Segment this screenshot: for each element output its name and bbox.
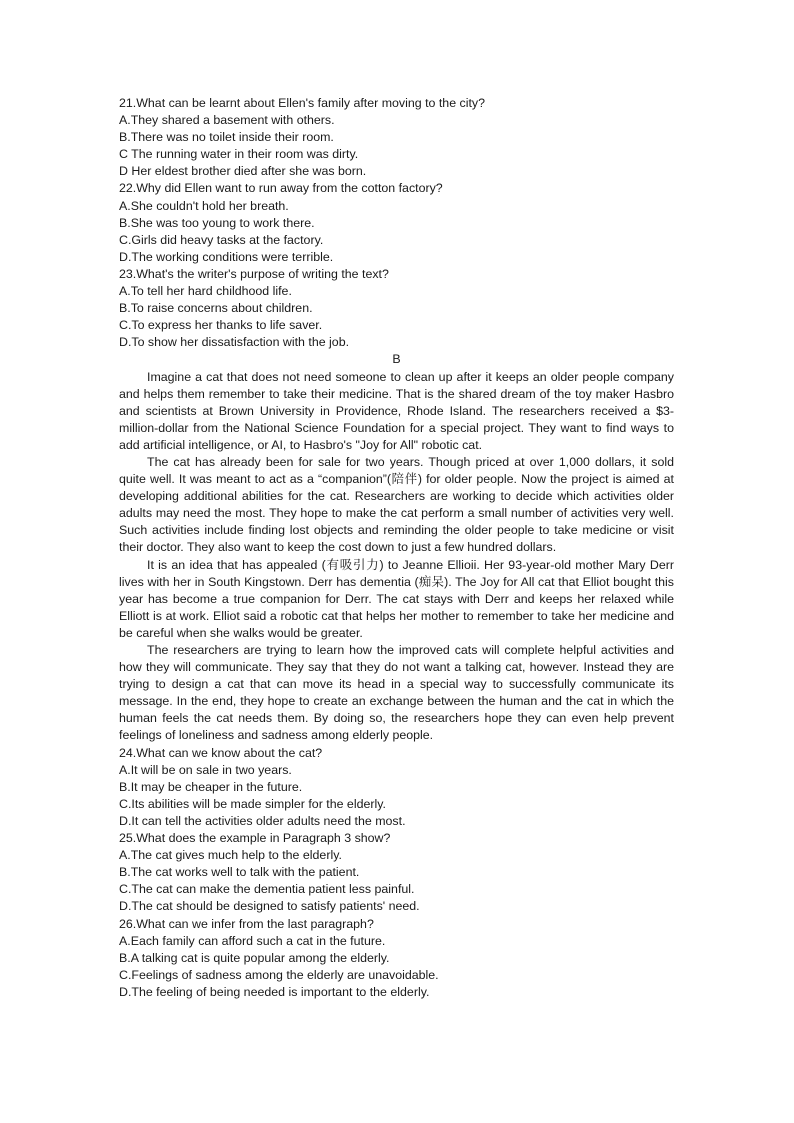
- section-title: B: [392, 352, 401, 367]
- passage-paragraph-3: It is an idea that has appealed (有吸引力) to Jeanne Ellioii. Her 93-year-old mother Mary Derr lives with her in South Kingstown. Derr has dementia (痴呆). The Joy for All cat that Elliot bought this year has become a true companion for Derr. The cat stays with Derr and keeps her relaxed while Elliott is at work. Elliot said a robotic cat that helps her mother to remember to take her medicine and be careful when she walks would be greater.: [119, 557, 674, 640]
- answer-option: A.They shared a basement with others.: [119, 113, 335, 128]
- answer-option: B.A talking cat is quite popular among the elderly.: [119, 950, 390, 965]
- answer-option: C.The cat can make the dementia patient less painful.: [119, 882, 415, 897]
- answer-option: A.To tell her hard childhood life.: [119, 284, 292, 299]
- answer-option: D.The feeling of being needed is important to the elderly.: [119, 984, 430, 999]
- answer-option: B.She was too young to work there.: [119, 215, 315, 230]
- answer-option: D.The working conditions were terrible.: [119, 249, 334, 264]
- passage-paragraph-4: The researchers are trying to learn how the improved cats will complete helpful activities and how they will communicate. They say that they do not want a talking cat, however. Instead they are trying to design a cat that can move its head in a special way to successfully communicate its message. In the end, they hope to create an exchange between the human and the cat in which the human feels the cat needs them. By doing so, the researchers hope they can even help prevent feelings of loneliness and sadness among elderly people.: [119, 643, 674, 743]
- answer-option: B.The cat works well to talk with the patient.: [119, 865, 360, 880]
- answer-option: A.Each family can afford such a cat in the future.: [119, 933, 386, 948]
- document-page: [119, 95, 674, 1001]
- answer-option: C.Its abilities will be made simpler for the elderly.: [119, 796, 386, 811]
- answer-option: C.Girls did heavy tasks at the factory.: [119, 232, 324, 247]
- question-stem: 24.What can we know about the cat?: [119, 745, 323, 760]
- passage-paragraph-1: Imagine a cat that does not need someone to clean up after it keeps an older people company and helps them remember to take their medicine. That is the shared dream of the toy maker Hasbro and scientists at Brown University in Providence, Rhode Island. The researchers received a $3-million-dollar from the National Science Foundation for a special project. They want to find ways to add artificial intelligence, or AI, to Hasbro's "Joy for All" robotic cat.: [119, 369, 674, 452]
- question-22: [119, 180, 674, 265]
- question-26: [119, 916, 674, 1001]
- answer-option: D.To show her dissatisfaction with the job.: [119, 335, 350, 350]
- question-stem: 23.What's the writer's purpose of writing the text?: [119, 266, 389, 281]
- answer-option: B.To raise concerns about children.: [119, 301, 313, 316]
- answer-option: D.It can tell the activities older adults need the most.: [119, 813, 406, 828]
- answer-option: C.Feelings of sadness among the elderly are unavoidable.: [119, 967, 439, 982]
- passage-paragraph-2: The cat has already been for sale for two years. Though priced at over 1,000 dollars, it sold quite well. It was meant to act as a “companion”(陪伴) for older people. Now the project is aimed at developing additional abilities for the cat. Researchers are working to decide which activities older adults may need the most. They hope to make the cat perform a small number of activities very well. Such activities include finding lost objects and reminding the older people to take medicine or visit their doctor. They also want to keep the cost down to just a few hundred dollars.: [119, 454, 674, 555]
- question-stem: 21.What can be learnt about Ellen's family after moving to the city?: [119, 96, 486, 110]
- answer-option: A.The cat gives much help to the elderly.: [119, 848, 342, 863]
- question-23: [119, 266, 674, 351]
- question-21: [119, 95, 674, 180]
- question-25: [119, 830, 674, 915]
- answer-option: C.To express her thanks to life saver.: [119, 318, 323, 333]
- answer-option: B.It may be cheaper in the future.: [119, 779, 303, 794]
- answer-option: C The running water in their room was dirty.: [119, 147, 359, 162]
- answer-option: D.The cat should be designed to satisfy patients' need.: [119, 899, 420, 914]
- question-stem: 26.What can we infer from the last paragraph?: [119, 916, 374, 931]
- answer-option: A.She couldn't hold her breath.: [119, 198, 289, 213]
- answer-option: B.There was no toilet inside their room.: [119, 130, 334, 145]
- answer-option: A.It will be on sale in two years.: [119, 762, 292, 777]
- question-stem: 25.What does the example in Paragraph 3 show?: [119, 831, 391, 846]
- question-stem: 22.Why did Ellen want to run away from the cotton factory?: [119, 181, 443, 196]
- question-24: [119, 745, 674, 830]
- answer-option: D Her eldest brother died after she was born.: [119, 164, 367, 179]
